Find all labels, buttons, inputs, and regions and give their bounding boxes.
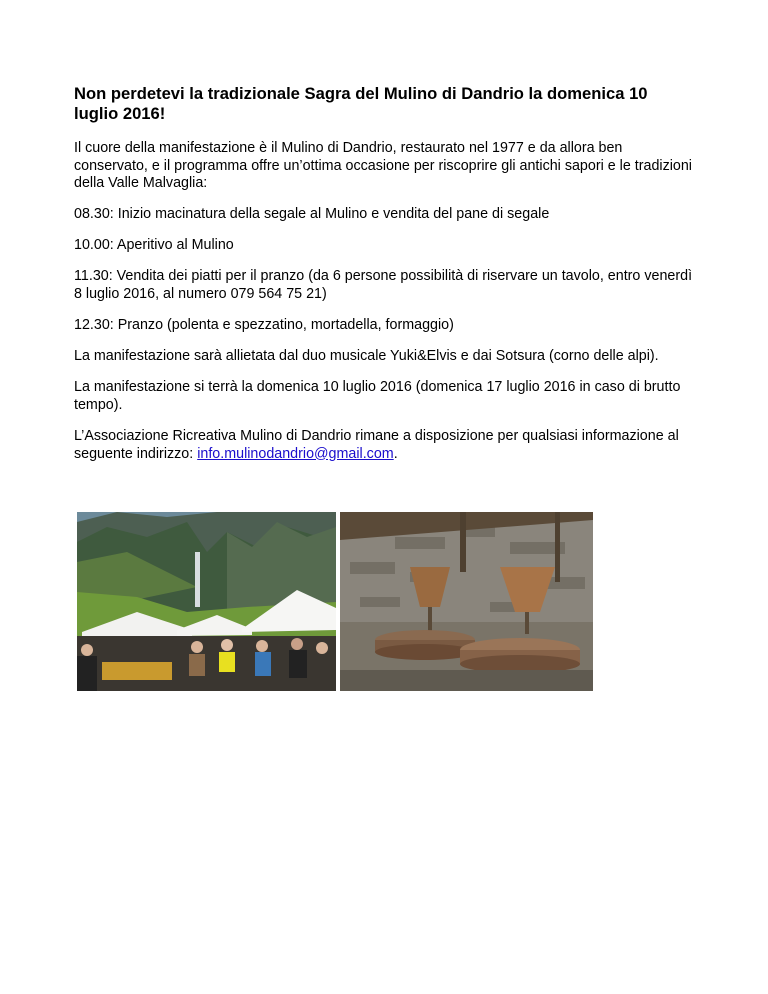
schedule-item-4: 12.30: Pranzo (polenta e spezzatino, mortadella, formaggio) <box>74 317 454 334</box>
photo-row <box>77 512 593 691</box>
contact-text: L’Associazione Ricreativa Mulino di Dandrio rimane a disposizione per qualsiasi informazione al seguente indirizzo: <box>74 428 679 462</box>
email-link[interactable]: info.mulinodandrio@gmail.com <box>197 445 394 462</box>
contact-suffix: . <box>393 445 398 462</box>
page-title: Non perdetevi la tradizionale Sagra del Mulino di Dandrio la domenica 10 luglio 2016! <box>74 84 648 123</box>
intro-paragraph: Il cuore della manifestazione è il Mulino di Dandrio, restaurato nel 1977 e da allora ben conservato, e il programma offre un’ottima occasione per riscoprire gli antichi sapori e le tradizioni della Valle Malvaglia: <box>74 140 692 192</box>
schedule-item-1: 08.30: Inizio macinatura della segale al Mulino e vendita del pane di segale <box>74 206 550 223</box>
schedule-item-2: 10.00: Aperitivo al Mulino <box>74 237 234 254</box>
mill-millstones-photo <box>340 512 593 691</box>
schedule-item-3: 11.30: Vendita dei piatti per il pranzo (da 6 persone possibilità di riservare un tavolo, entro venerdì 8 luglio 2016, al numero 079 564 75 21) <box>74 268 693 303</box>
document-body <box>74 84 694 477</box>
music-paragraph: La manifestazione sarà allietata dal duo musicale Yuki&Elvis e dai Sotsura (corno delle alpi). <box>74 348 659 365</box>
festival-tents-mountain-photo <box>77 512 336 691</box>
date-paragraph: La manifestazione si terrà la domenica 10 luglio 2016 (domenica 17 luglio 2016 in caso di brutto tempo). <box>74 379 681 413</box>
contact-paragraph <box>74 428 694 463</box>
